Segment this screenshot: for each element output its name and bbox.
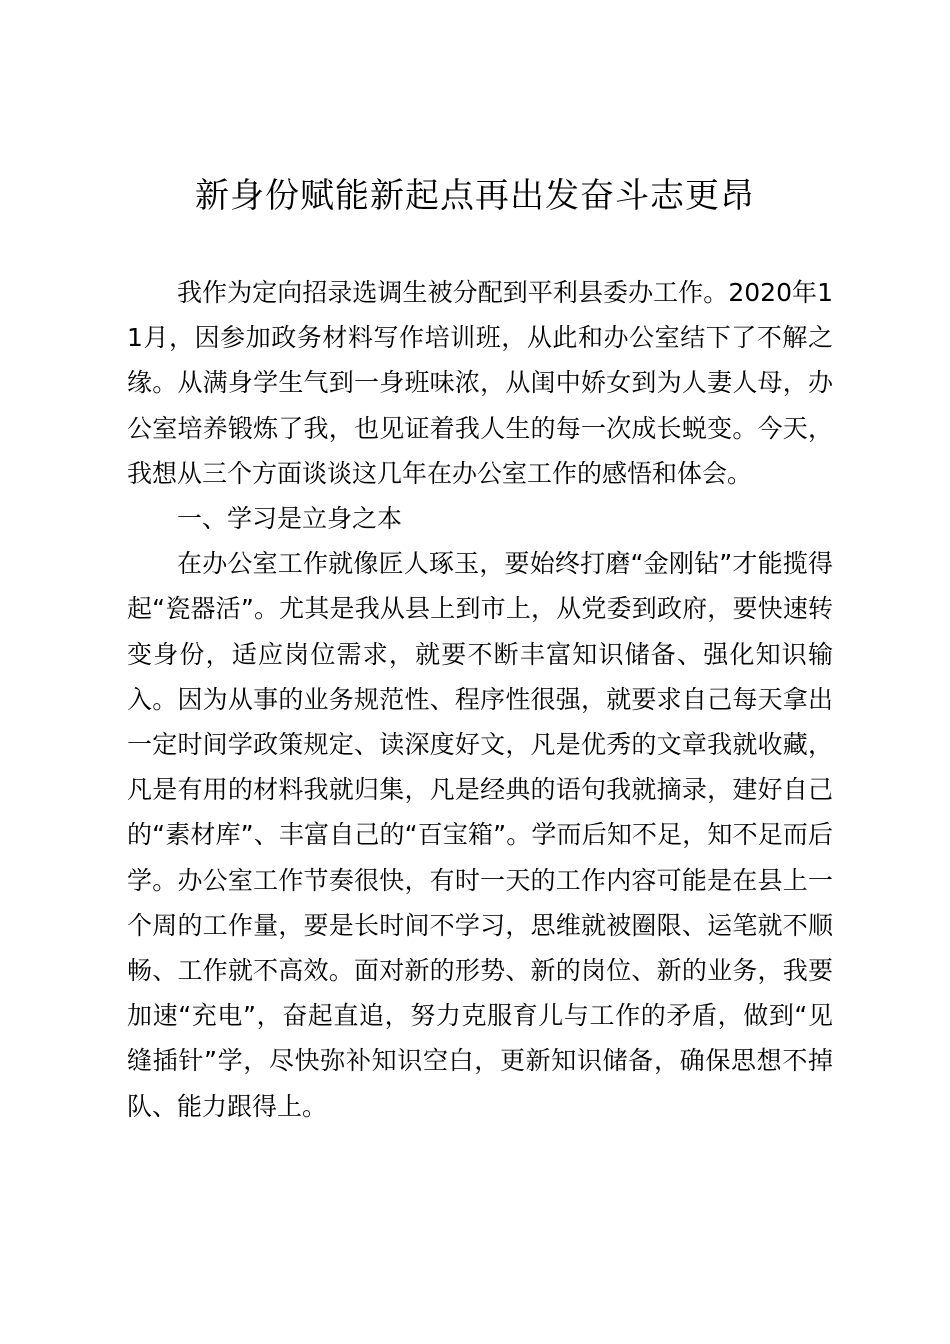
document-body	[127, 270, 833, 1129]
section-paragraph: 在办公室工作就像匠人琢玉，要始终打磨“金刚钻”才能揽得起“瓷器活”。尤其是我从县上到市上，从党委到政府，要快速转变身份，适应岗位需求，就要不断丰富知识储备、强化知识输入。因为从事的业务规范性、程序性很强，就要求自己每天拿出一定时间学政策规定、读深度好文，凡是优秀的文章我就收藏，凡是有用的材料我就归集，凡是经典的语句我就摘录，建好自己的“素材库”、丰富自己的“百宝箱”。学而后知不足，知不足而后学。办公室工作节奏很快，有时一天的工作内容可能是在县上一个周的工作量，要是长时间不学习，思维就被圈限、运笔就不顺畅、工作就不高效。面对新的形势、新的岗位、新的业务，我要加速“充电”，奋起直追，努力克服育儿与工作的矛盾，做到“见缝插针”学，尽快弥补知识空白，更新知识储备，确保思想不掉队、能力跟得上。	[127, 549, 833, 1121]
section-heading: 一、学习是立身之本	[177, 504, 403, 534]
document-title: 新身份赋能新起点再出发奋斗志更昂	[195, 176, 755, 216]
intro-paragraph: 我作为定向招录选调生被分配到平利县委办工作。2020年11月，因参加政务材料写作培训班，从此和办公室结下了不解之缘。从满身学生气到一身班味浓，从闺中娇女到为人妻人母，办公室培养锻炼了我，也见证着我人生的每一次成长蜕变。今天，我想从三个方面谈谈这几年在办公室工作的感悟和体会。	[127, 278, 833, 488]
